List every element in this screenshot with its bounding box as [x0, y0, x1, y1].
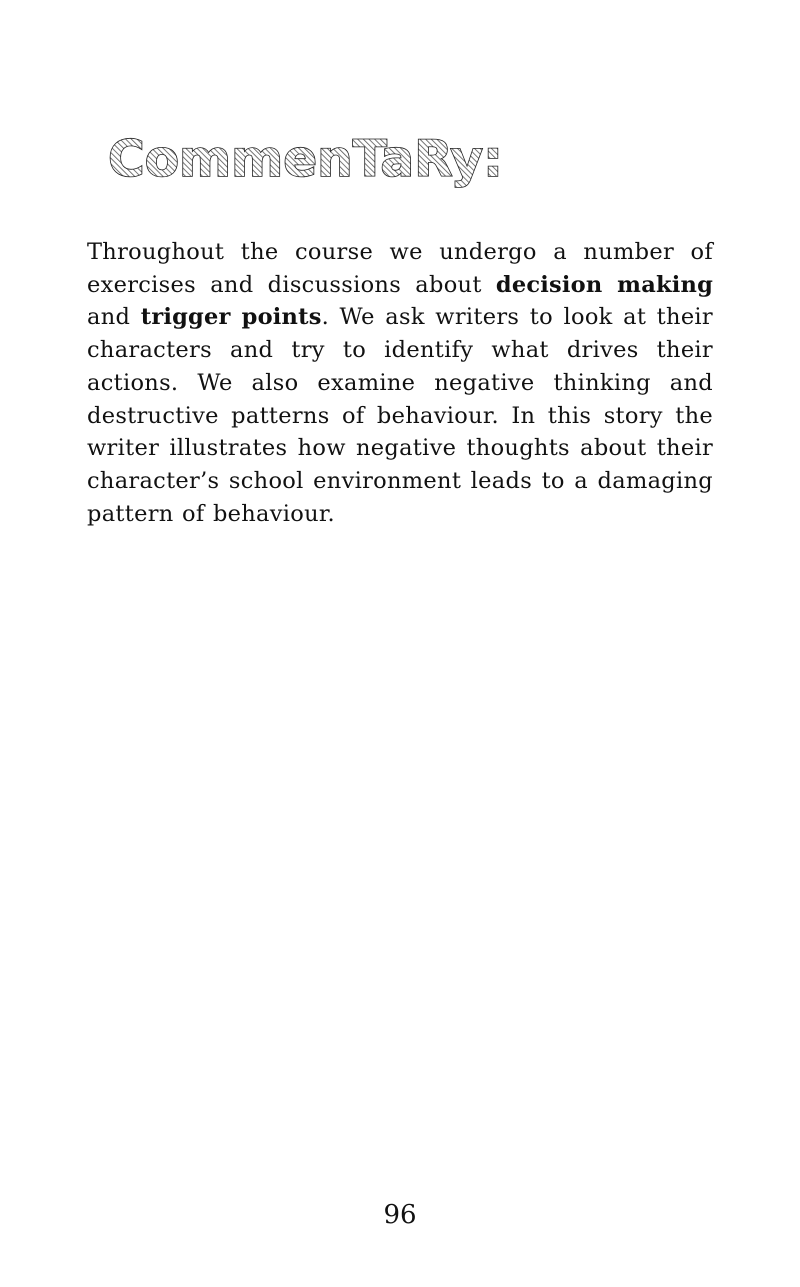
commentary-heading [106, 120, 503, 200]
bold-term-trigger-points: trigger points [140, 304, 322, 331]
paragraph-text-2: and [87, 304, 141, 331]
page-number: 96 [383, 1200, 417, 1230]
paragraph-text-1: Throughout the course we undergo a number of exercises and discussions about [87, 239, 713, 298]
heading-svg [106, 120, 503, 200]
commentary-paragraph [87, 236, 713, 530]
heading-text: CommenTaRy: [108, 130, 503, 188]
bold-term-decision-making: decision making [495, 271, 714, 298]
paragraph-text-3: . We ask writers to look at their characters and try to identify what drives their actions. We also examine negative thinking and destructive patterns of behaviour. In this story the writer illustrates how negative thoughts about their character’s school environment leads to a damaging pattern of behaviour. [87, 304, 713, 527]
